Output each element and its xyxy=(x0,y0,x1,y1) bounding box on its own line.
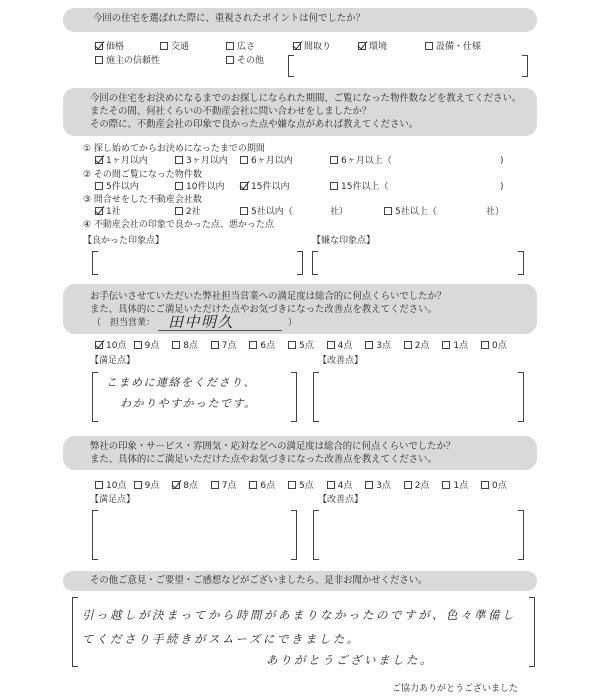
q1-option-8[interactable] xyxy=(226,56,264,67)
q1-option-3[interactable] xyxy=(226,42,255,53)
q4-score-3点-label: 3点 xyxy=(376,481,391,491)
q3-score-6点-label: 6点 xyxy=(260,341,276,351)
q3-score-2点-label: 2点 xyxy=(414,341,430,351)
q3-score-3点-label: 3点 xyxy=(376,341,391,351)
q1-other-bracket-left xyxy=(288,55,294,77)
q3-staff-name-line xyxy=(158,330,282,331)
q4-score-2点[interactable] xyxy=(404,481,430,492)
q3-score-6点[interactable] xyxy=(249,341,275,352)
q3-improve-bracket-right xyxy=(518,372,524,422)
checkbox-icon[interactable] xyxy=(134,341,142,349)
checkbox-icon[interactable] xyxy=(249,341,257,349)
q3-score-10点-label: 10点 xyxy=(106,341,127,351)
q4-score-1点-label: 1点 xyxy=(453,481,469,491)
q2-sub2-option-2[interactable] xyxy=(175,182,224,193)
q2-good-bracket-left xyxy=(92,251,98,275)
checkbox-icon[interactable] xyxy=(95,156,103,164)
q2-sub2-option-2-label: 10件以内 xyxy=(186,182,225,192)
q2-bad-label: 【嫌な印象点】 xyxy=(312,236,376,246)
q4-score-7点[interactable] xyxy=(211,481,237,492)
q3-score-9点[interactable] xyxy=(134,341,160,352)
q2-sub3-option-3[interactable] xyxy=(240,207,293,218)
q3-score-0点[interactable] xyxy=(481,341,507,352)
checkbox-icon[interactable] xyxy=(95,207,103,215)
q2-sub2-option-1-label: 5件以内 xyxy=(106,182,139,192)
checkbox-icon[interactable] xyxy=(172,481,180,489)
checkbox-icon[interactable] xyxy=(442,481,450,489)
q3-score-7点[interactable] xyxy=(211,341,237,352)
q1-option-7[interactable] xyxy=(95,56,160,67)
q5-answer-thanks: ありがとうございました。 xyxy=(266,653,434,667)
q4-score-0点-label: 0点 xyxy=(492,481,507,491)
q3-score-7点-label: 7点 xyxy=(221,341,237,351)
q2-good-bracket-right xyxy=(297,251,303,275)
q2-bad-bracket-left xyxy=(312,251,318,275)
q3-score-8点-label: 8点 xyxy=(183,341,198,351)
checkbox-icon[interactable] xyxy=(288,341,296,349)
q4-score-6点[interactable] xyxy=(249,481,275,492)
checkbox-icon[interactable] xyxy=(327,481,335,489)
q4-improve-bracket-left xyxy=(313,510,319,560)
q1-option-4[interactable] xyxy=(293,42,331,53)
q2-sub4-title: ④ 不動産会社の印象で良かった点、悪かった点 xyxy=(83,220,274,230)
q1-option-4-label: 間取り xyxy=(304,42,332,52)
checkbox-icon[interactable] xyxy=(160,42,168,50)
q2-sub3-option-3-label: 5社以内（ xyxy=(251,207,293,217)
checkbox-icon[interactable] xyxy=(404,481,412,489)
q2-sub2-option-4-label: 15件以上（ xyxy=(341,182,389,192)
q2-sub2-title: ② その間ご覧になった物件数 xyxy=(83,170,202,180)
q4-score-4点-label: 4点 xyxy=(337,481,353,491)
checkbox-icon[interactable] xyxy=(365,341,373,349)
checkbox-icon[interactable] xyxy=(226,42,234,50)
q2-sub3-title: ③ 問合せをした不動産会社数 xyxy=(83,195,202,205)
q2-sub3-suffix-2: 社） xyxy=(486,207,505,217)
q4-score-4点[interactable] xyxy=(327,481,353,492)
checkbox-icon[interactable] xyxy=(226,56,234,64)
q2-question-line-2: またその間、何社くらいの不動産会社に問い合わせをしましたか？ xyxy=(90,106,372,117)
q2-sub2-option-3-label: 15件以内 xyxy=(251,182,290,192)
q4-score-8点[interactable] xyxy=(172,481,198,492)
q3-staff-label: （ 担当営業： xyxy=(92,318,156,328)
checkbox-icon[interactable] xyxy=(95,481,103,489)
q2-sub2-close: ) xyxy=(500,182,504,192)
q1-option-1[interactable] xyxy=(95,42,124,53)
footer-thanks: ご協力ありがとうございました xyxy=(392,684,519,694)
checkbox-icon[interactable] xyxy=(95,182,103,190)
q2-sub1-option-2-label: 3ヶ月以内 xyxy=(186,156,228,166)
q3-satisfied-text-line-1: こまめに連絡をくださり、 xyxy=(106,376,256,389)
checkbox-icon[interactable] xyxy=(442,341,450,349)
checkbox-icon[interactable] xyxy=(240,207,248,215)
q1-option-8-label: その他 xyxy=(237,56,265,66)
q2-sub1-option-4[interactable] xyxy=(330,156,392,167)
checkbox-icon[interactable] xyxy=(425,42,433,50)
q4-score-1点[interactable] xyxy=(442,481,468,492)
q4-score-2点-label: 2点 xyxy=(414,481,430,491)
q2-sub2-option-3[interactable] xyxy=(240,182,289,193)
q5-bracket-right xyxy=(529,597,535,667)
q1-option-5-label: 環境 xyxy=(369,42,388,52)
q4-score-10点[interactable] xyxy=(95,481,126,492)
checkbox-icon[interactable] xyxy=(481,481,489,489)
q2-sub3-option-2-label: 2社 xyxy=(186,207,201,217)
checkbox-icon[interactable] xyxy=(175,156,183,164)
q3-score-5点-label: 5点 xyxy=(299,341,314,351)
q3-question-line-1: お手伝いさせていただいた弊社担当営業への満足度は総合的に何点くらいでしたか？ xyxy=(90,291,447,302)
q1-option-5[interactable] xyxy=(358,42,387,53)
q5-bracket-left xyxy=(72,597,78,667)
checkbox-icon[interactable] xyxy=(358,42,366,50)
q3-score-4点[interactable] xyxy=(327,341,353,352)
q3-score-2点[interactable] xyxy=(404,341,430,352)
q2-sub3-suffix-1: 社） xyxy=(330,207,349,217)
q1-option-2-label: 交通 xyxy=(171,42,190,52)
q4-satisfied-label: 【満足点】 xyxy=(90,495,136,505)
q3-score-0点-label: 0点 xyxy=(492,341,507,351)
checkbox-icon[interactable] xyxy=(95,42,103,50)
checkbox-icon[interactable] xyxy=(327,341,335,349)
q3-score-10点[interactable] xyxy=(95,341,126,352)
q3-improve-label: 【改善点】 xyxy=(318,356,364,366)
checkbox-icon[interactable] xyxy=(404,341,412,349)
q1-question: 今回の住宅を選ばれた際に、重視されたポイントは何でしたか？ xyxy=(93,13,365,24)
checkbox-icon[interactable] xyxy=(330,182,338,190)
q3-satisfied-label: 【満足点】 xyxy=(90,356,136,366)
q2-sub1-option-3[interactable] xyxy=(240,156,293,167)
q4-question-line-1: 弊社の印象・サービス・雰囲気・応対などへの満足度は総合的に何点くらいでしたか？ xyxy=(90,441,456,452)
q2-sub1-option-4-label: 6ヶ月以上（ xyxy=(341,156,392,166)
checkbox-icon[interactable] xyxy=(240,182,248,190)
q2-sub2-option-4[interactable] xyxy=(330,182,388,193)
q4-question-line-2: また、具体的にご満足いただけた点やお気づきになった改善点を教えてください。 xyxy=(90,454,437,465)
q3-question-line-2: また、具体的にご満足いただけた点やお気づきになった改善点を教えてください。 xyxy=(90,304,437,315)
q3-improve-bracket-left xyxy=(313,372,319,422)
q1-option-1-label: 価格 xyxy=(106,42,125,52)
q2-sub1-close: ) xyxy=(500,156,504,166)
q2-sub1-option-2[interactable] xyxy=(175,156,228,167)
q1-other-bracket-right xyxy=(522,55,528,77)
q3-satisfied-text-line-2: わかりやすかったです。 xyxy=(120,397,257,410)
q2-sub3-option-1-label: 1社 xyxy=(106,207,121,217)
q2-sub1-option-1[interactable] xyxy=(95,156,148,167)
q5-question: その他ご意見・ご要望・ご感想などがございましたら、是非お聞かせください。 xyxy=(90,575,428,586)
q4-improve-bracket-right xyxy=(518,510,524,560)
q3-satisfied-bracket-right xyxy=(291,372,297,422)
q1-option-6-label: 設備・仕様 xyxy=(436,42,482,52)
q2-sub1-title: ① 探し始めてからお決めになったまでの期間 xyxy=(83,144,265,154)
q2-question-line-1: 今回の住宅をお決めになるまでのお探しになられた期間、ご覧になった物件数などを教えてください。 xyxy=(90,93,522,104)
q4-score-3点[interactable] xyxy=(365,481,391,492)
q1-option-3-label: 広さ xyxy=(237,42,256,52)
checkbox-icon[interactable] xyxy=(293,42,301,50)
q3-score-3点[interactable] xyxy=(365,341,391,352)
q3-score-1点-label: 1点 xyxy=(453,341,469,351)
q1-option-2[interactable] xyxy=(160,42,189,53)
q4-satisfied-bracket-left xyxy=(92,510,98,560)
q3-score-4点-label: 4点 xyxy=(337,341,353,351)
q3-score-5点[interactable] xyxy=(288,341,314,352)
q2-bad-bracket-right xyxy=(518,251,524,275)
checkbox-icon[interactable] xyxy=(330,156,338,164)
q4-score-9点-label: 9点 xyxy=(144,481,160,491)
checkbox-icon[interactable] xyxy=(240,156,248,164)
q2-sub2-option-1[interactable] xyxy=(95,182,139,193)
checkbox-icon[interactable] xyxy=(172,341,180,349)
q2-sub1-option-1-label: 1ヶ月以内 xyxy=(106,156,148,166)
checkbox-icon[interactable] xyxy=(365,481,373,489)
checkbox-icon[interactable] xyxy=(288,481,296,489)
q4-improve-label: 【改善点】 xyxy=(318,495,364,505)
q4-score-6点-label: 6点 xyxy=(260,481,276,491)
q4-score-5点-label: 5点 xyxy=(299,481,314,491)
q3-score-8点[interactable] xyxy=(172,341,198,352)
q3-score-9点-label: 9点 xyxy=(144,341,160,351)
checkbox-icon[interactable] xyxy=(175,207,183,215)
q4-score-8点-label: 8点 xyxy=(183,481,198,491)
q4-score-5点[interactable] xyxy=(288,481,314,492)
q4-score-9点[interactable] xyxy=(134,481,160,492)
q2-sub3-option-2[interactable] xyxy=(175,207,201,218)
q1-option-7-label: 施主の信頼性 xyxy=(106,56,161,66)
q3-staff-close: ） xyxy=(288,318,298,328)
q3-satisfied-bracket-left xyxy=(92,372,98,422)
q3-staff-name: 田中明久 xyxy=(168,313,235,331)
q1-option-6[interactable] xyxy=(425,42,481,53)
q2-sub1-option-3-label: 6ヶ月以内 xyxy=(251,156,293,166)
checkbox-icon[interactable] xyxy=(249,481,257,489)
checkbox-icon[interactable] xyxy=(211,341,219,349)
checkbox-icon[interactable] xyxy=(95,56,103,64)
q4-score-7点-label: 7点 xyxy=(221,481,237,491)
q5-answer-text: 引っ越しが決まってから時間があまりなかったのですが、色々準備してくださり手続きがスムーズにできました。 xyxy=(82,608,516,646)
q4-score-10点-label: 10点 xyxy=(106,481,127,491)
checkbox-icon[interactable] xyxy=(481,341,489,349)
checkbox-icon[interactable] xyxy=(95,341,103,349)
q2-sub3-option-4-label: 5社以上（ xyxy=(395,207,437,217)
q2-sub3-option-1[interactable] xyxy=(95,207,121,218)
q3-score-1点[interactable] xyxy=(442,341,468,352)
checkbox-icon[interactable] xyxy=(134,481,142,489)
checkbox-icon[interactable] xyxy=(175,182,183,190)
q4-score-0点[interactable] xyxy=(481,481,507,492)
checkbox-icon[interactable] xyxy=(384,207,392,215)
checkbox-icon[interactable] xyxy=(211,481,219,489)
q4-satisfied-bracket-right xyxy=(291,510,297,560)
q2-good-label: 【良かった印象点】 xyxy=(83,236,165,246)
q2-question-line-3: その際に、不動産会社の印象で良かった点や嫌な点があれば教えてください。 xyxy=(90,119,419,130)
q2-sub3-option-4[interactable] xyxy=(384,207,437,218)
